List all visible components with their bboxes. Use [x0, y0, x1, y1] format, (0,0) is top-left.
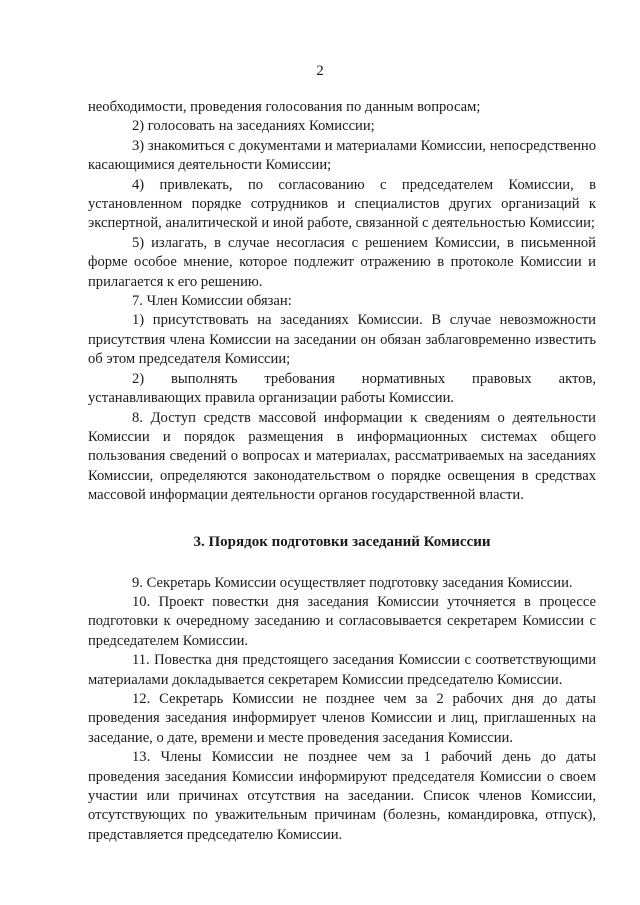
paragraph: 3) знакомиться с документами и материалами Комиссии, непосредственно касающимися деятельности Комиссии;	[88, 137, 596, 174]
page-number: 2	[316, 63, 324, 79]
paragraph: 4) привлекать, по согласованию с председателем Комиссии, в установленном порядке сотрудников и специалистов других организаций к экспертной, аналитической и иной работе, связанной с деятельностью Комиссии;	[88, 176, 596, 232]
paragraph: 12. Секретарь Комиссии не позднее чем за 2 рабочих дня до даты проведения заседания информирует членов Комиссии и лиц, приглашенных на заседание, о дате, времени и месте проведения заседания Комиссии.	[88, 690, 596, 746]
paragraph: 1) присутствовать на заседаниях Комиссии. В случае невозможности присутствия члена Комиссии на заседании он обязан заблаговременно известить об этом председателя Комиссии;	[88, 312, 596, 368]
paragraph: 9. Секретарь Комиссии осуществляет подготовку заседания Комиссии.	[132, 574, 573, 591]
section-heading: 3. Порядок подготовки заседаний Комиссии	[193, 533, 491, 550]
paragraph: 8. Доступ средств массовой информации к сведениям о деятельности Комиссии и порядок размещения в информационных системах общего пользования сведений о вопросах и материалах, рассматриваемых на заседаниях Комиссии, определяются законодательством о порядке освещения в средствах массовой информации деятельности органов государственной власти.	[88, 409, 596, 504]
paragraph: 7. Член Комиссии обязан:	[132, 293, 292, 310]
paragraph: 5) излагать, в случае несогласия с решением Комиссии, в письменной форме особое мнение, которое подлежит отражению в протоколе Комиссии и прилагается к его решению.	[88, 234, 596, 290]
paragraph: 2) выполнять требования нормативных правовых актов, устанавливающих правила организации работы Комиссии.	[88, 370, 596, 407]
paragraph: 13. Члены Комиссии не позднее чем за 1 рабочий день до даты проведения заседания Комиссии информируют председателя Комиссии о своем участии или причинах отсутствия на заседании. Список членов Комиссии, отсутствующих по уважительным причинам (болезнь, командировка, отпуск), представляется председателю Комиссии.	[88, 749, 596, 843]
paragraph: 2) голосовать на заседаниях Комиссии;	[132, 118, 375, 135]
paragraph: 11. Повестка дня предстоящего заседания Комиссии с соответствующими материалами докладывается секретарем Комиссии председателю Комиссии.	[88, 652, 596, 688]
paragraph: 10. Проект повестки дня заседания Комиссии уточняется в процессе подготовки к очередному заседанию и согласовывается секретарем Комиссии с председателем Комиссии.	[88, 593, 596, 649]
paragraph: необходимости, проведения голосования по данным вопросам;	[88, 99, 481, 115]
document-body	[88, 98, 596, 845]
